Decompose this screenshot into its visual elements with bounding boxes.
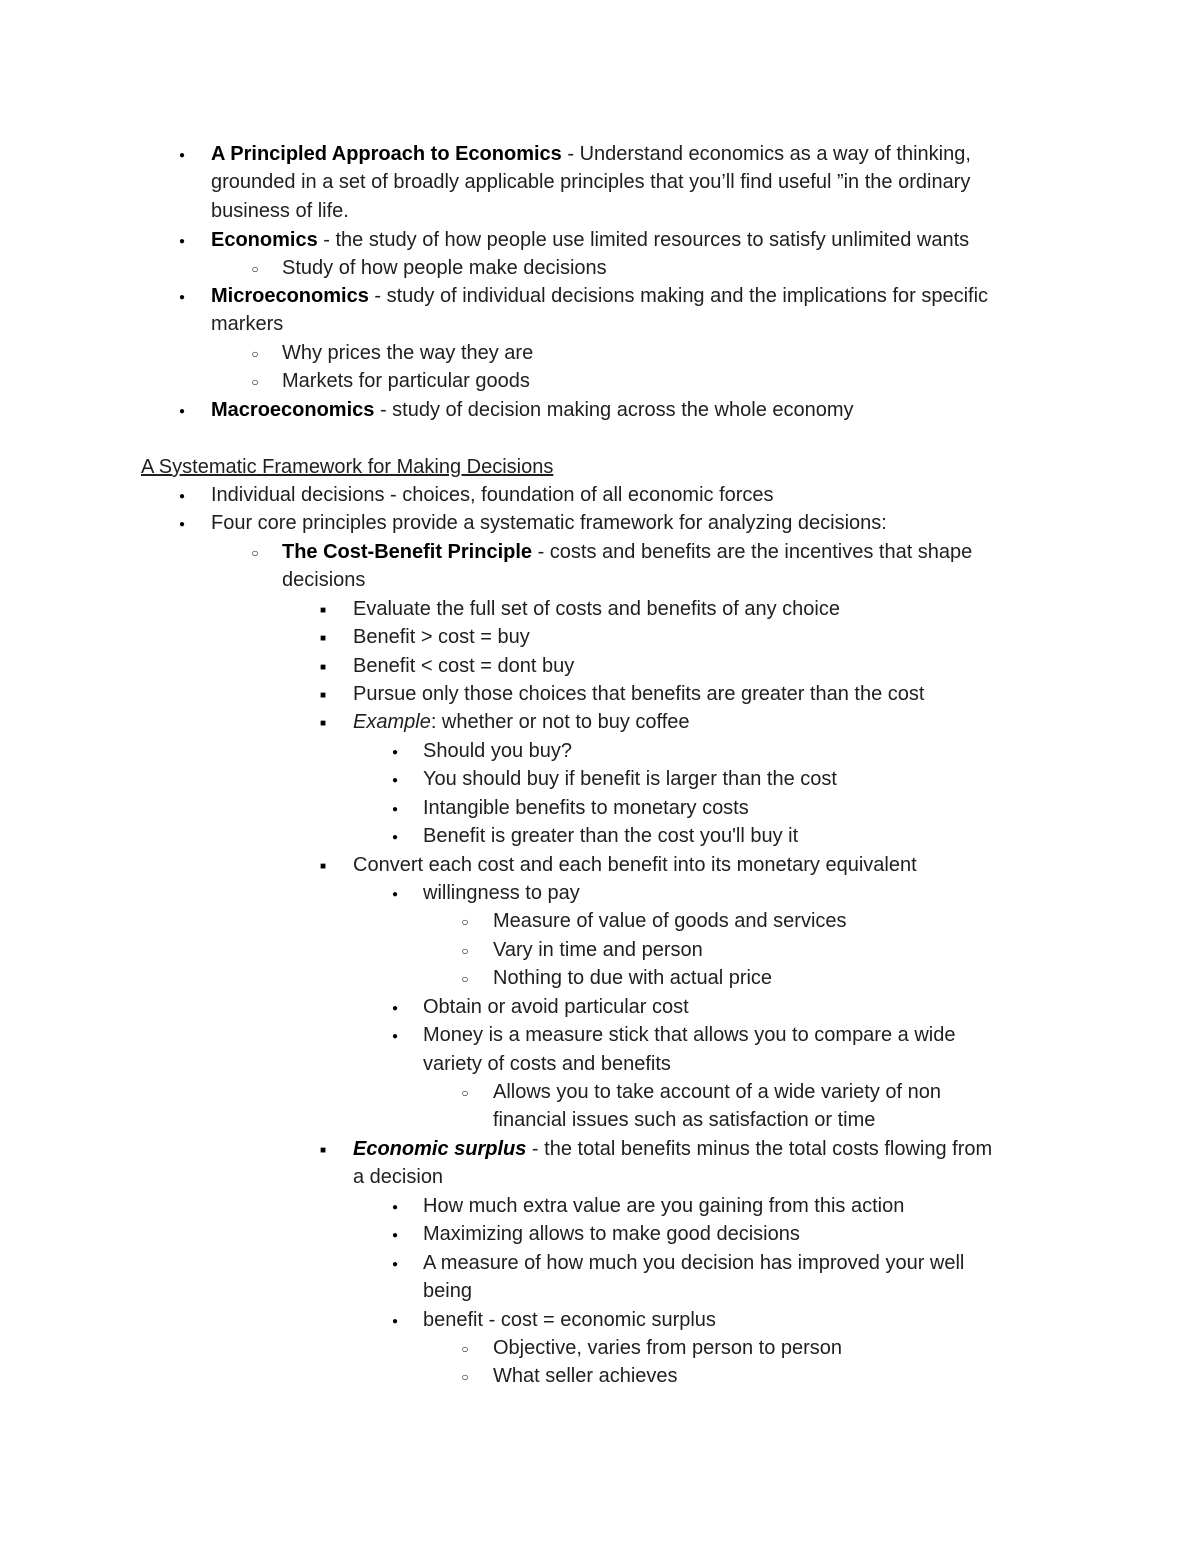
definition: study of decision making across the whole economy — [392, 399, 854, 421]
term: Economics — [211, 229, 318, 251]
bullet-circle-icon — [245, 367, 265, 397]
bullet-square-icon — [313, 1135, 333, 1167]
definition: study of individual decisions making and the implications for specific — [386, 285, 989, 307]
bullet-disc-icon — [385, 822, 405, 854]
bullet-disc-icon — [172, 282, 192, 314]
bullet-square-icon — [313, 708, 333, 740]
example-label: Example — [353, 711, 431, 733]
term: Economic surplus — [353, 1138, 527, 1160]
document-page: ● A Principled Approach to Economics - Understand economics as a way of thinking, grounded in a set of broadly applicable principles that you’ll find useful ”in the ordinary business of life. ● Economics - the study of how people use limited resources to satisfy unlimited wants ○ Study of how people make decisions ● Microeconomics - study of individual decisions making and the implications for specific markers ○ Why prices the way they are ○ Markets for particular goods ● Macroeconomics - study of decision making across the whole economy A Systematic Framework for Making Decisions ● Individual decisions - choices, foundation of all economic forces ● Four core principles provide a systematic framework for analyzing decisions: ○ The Cost-Benefit Principle - costs and benefits are the incentives that shape decisions ■ Evaluate the full set of costs and benefits of any choice ■ Benefit > cost = buy ■ Benefit < cost = dont buy ■ Pursue only those choices that benefits are greater than the cost ■ Example: whether or not to buy coffee ● Should you buy? ● You should buy if benefit is larger than the cost ● Intangible benefits to monetary costs ● Benefit is greater than the cost you'll buy it ■ Convert each cost and each benefit into its monetary equivalent ● willingness to pay ○ Measure of value of goods and services ○ Vary in time and person ○ Nothing to due with actual price ● Obtain or avoid particular cost ● Money is a measure stick that allows you to compare a wide variety of costs and benefits ○ Allows you to take account of a wide variety of non financial issues such as satisfaction or time ■ Economic surplus - the total benefits minus the total costs flowing from a decision ● How much extra value are you gaining from this action ● Maximizing allows to make good decisions ● A measure of how much you decision has improved your well being ● benefit - cost = economic surplus ○ Objective, varies from person to person ○ What seller achieves — [0, 0, 1200, 1553]
bullet-circle-icon — [245, 339, 265, 369]
bullet-circle-icon — [245, 254, 265, 284]
bullet-square-icon — [313, 623, 333, 655]
bullet-disc-icon — [385, 1306, 405, 1338]
bullet-circle-icon — [245, 538, 265, 568]
bullet-circle-icon — [455, 936, 475, 966]
bullet-square-icon — [313, 851, 333, 883]
term: A Principled Approach to Economics — [211, 143, 562, 165]
bullet-circle-icon — [455, 964, 475, 994]
bullet-circle-icon — [455, 907, 475, 937]
bullet-disc-icon — [172, 509, 192, 541]
term: The Cost-Benefit Principle — [282, 541, 533, 563]
definition: the study of how people use limited resources to satisfy unlimited wants — [335, 229, 970, 251]
term: Microeconomics — [211, 285, 369, 307]
bullet-disc-icon — [172, 226, 192, 258]
bullet-disc-icon — [385, 1021, 405, 1053]
bullet-disc-icon — [385, 1249, 405, 1281]
bullet-disc-icon — [172, 396, 192, 428]
bullet-disc-icon — [385, 765, 405, 797]
bullet-circle-icon — [455, 1362, 475, 1392]
bullet-disc-icon — [172, 140, 192, 172]
definition: Understand economics as a way of thinking, — [579, 143, 971, 165]
term: Macroeconomics — [211, 399, 375, 421]
bullet-disc-icon — [385, 1220, 405, 1252]
bullet-circle-icon — [455, 1334, 475, 1364]
bullet-disc-icon — [385, 879, 405, 911]
bullet-circle-icon — [455, 1078, 475, 1108]
